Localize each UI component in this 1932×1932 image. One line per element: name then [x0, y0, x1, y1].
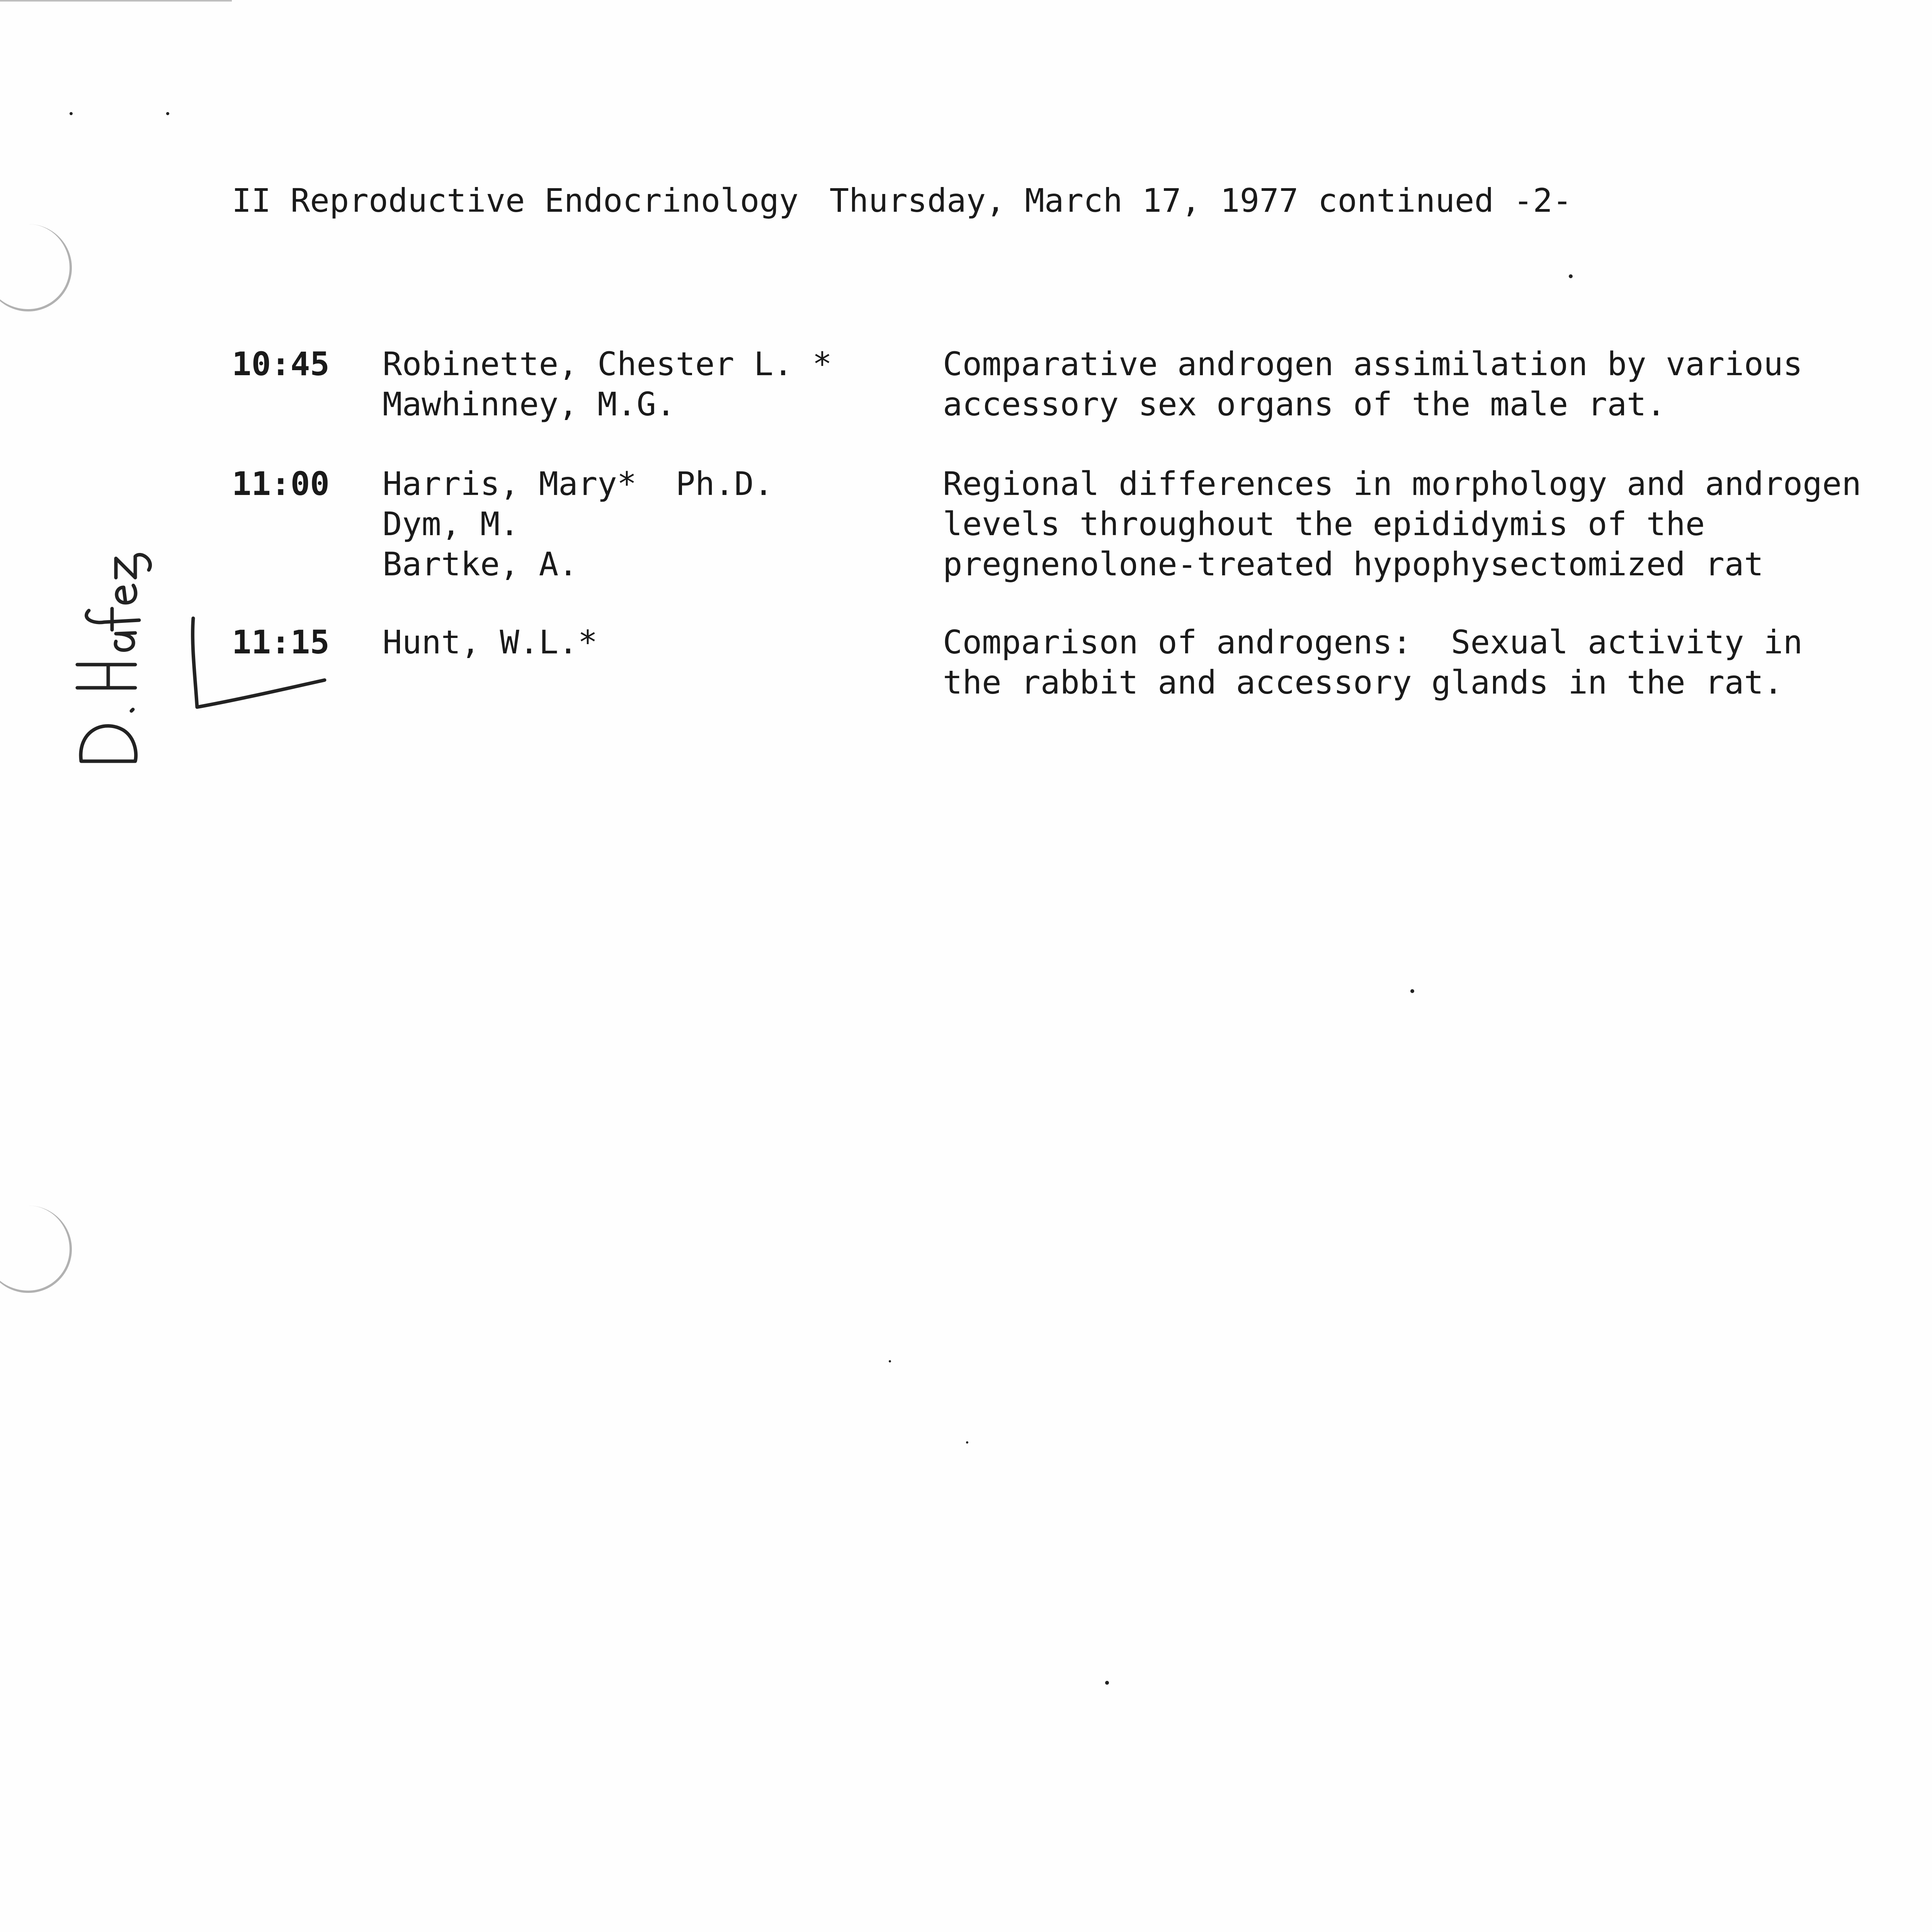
author-name: Bartke, A. [383, 545, 578, 583]
author-name: Mawhinney, M.G. [383, 385, 676, 423]
author-name: Dym, M. [383, 505, 520, 543]
author-name: Hunt, W.L.* [383, 623, 598, 661]
title-line: accessory sex organs of the male rat. [943, 385, 1666, 423]
handwritten-note [31, 533, 178, 773]
title-line: pregnenolone-treated hypophysectomized rat [943, 545, 1764, 583]
session-date: Thursday, March 17, 1977 continued -2- [829, 182, 1572, 219]
section-title: II Reproductive Endocrinology [232, 182, 799, 219]
handwritten-bracket [182, 614, 344, 715]
entry-time: 11:00 [232, 465, 330, 503]
entry-authors [383, 344, 832, 424]
scan-speck [1410, 989, 1414, 993]
title-line: Comparison of androgens: Sexual activity in [943, 623, 1803, 661]
scan-speck [889, 1360, 891, 1362]
entry-authors [383, 464, 773, 584]
entry-time: 11:15 [232, 623, 330, 661]
title-line: levels throughout the epididymis of the [943, 505, 1705, 543]
entry-title [943, 464, 1909, 584]
entry-title [943, 622, 1909, 702]
title-line: Regional differences in morphology and androgen [943, 465, 1861, 503]
scan-speck [166, 112, 169, 115]
punch-hole-middle [0, 1206, 72, 1293]
entry-authors [383, 622, 597, 662]
author-name: Harris, Mary* Ph.D. [383, 465, 774, 503]
title-line: Comparative androgen assimilation by various [943, 345, 1803, 383]
title-line: the rabbit and accessory glands in the rat. [943, 663, 1783, 701]
scan-speck [1105, 1681, 1109, 1685]
page-header [232, 182, 1572, 219]
scan-speck [966, 1441, 968, 1444]
entry-title [943, 344, 1909, 424]
scan-speck [70, 112, 73, 115]
entry-time: 10:45 [232, 345, 330, 383]
scan-edge-line [0, 0, 232, 2]
author-name: Robinette, Chester L. * [383, 345, 832, 383]
scan-speck [1569, 274, 1573, 278]
punch-hole-top [0, 224, 72, 311]
